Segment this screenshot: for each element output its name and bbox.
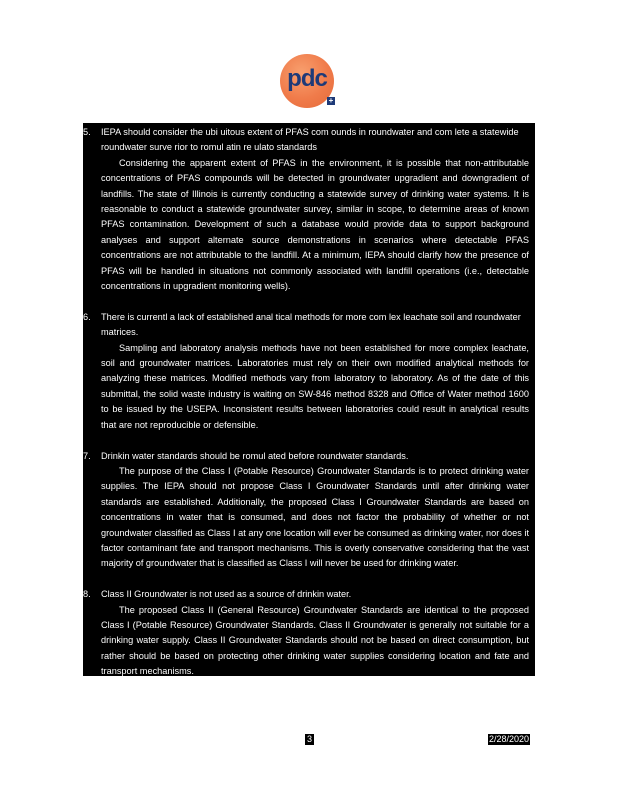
item-number: 7.	[83, 450, 91, 461]
comment-item-5	[83, 125, 535, 294]
item-heading: There is currentl a lack of established anal tical methods for more com lex leachate soil and roundwater matrices.	[101, 311, 521, 338]
item-heading: Class II Groundwater is not used as a source of drinkin water.	[101, 589, 352, 600]
comment-item-6	[83, 310, 535, 433]
item-body: The purpose of the Class I (Potable Resource) Groundwater Standards is to protect drinking water supplies. The IEPA should not propose Class I Groundwater Standards until after drinking water standards are established. Additionally, the proposed Class I Groundwater Standards are based on concentrations in water that is consumed, and does not factor the probability of whether or not groundwater classified as Class I at any one location will ever be consumed as drinking water, nor does it factor contaminant fate and transport mechanisms. This is overly conservative considering that the vast majority of groundwater that is classified as Class I will never be used for drinking water.	[101, 465, 529, 569]
item-number: 5.	[83, 127, 91, 137]
comment-item-8	[83, 587, 535, 679]
logo-plus-mark: +	[328, 96, 334, 105]
footer-date: 2/28/2020	[489, 734, 530, 744]
redacted-content-block	[83, 123, 535, 676]
logo-text: pdc	[287, 65, 327, 92]
item-body: Considering the apparent extent of PFAS in the environment, it is possible that non-attributable concentrations of PFAS compounds will be detected in groundwater upgradient and downgradient of landfills. The state of Illinois is currently conducting a statewide survey of drinking water systems. It is reasonable to conduct a statewide groundwater survey, similar in scope, to determine areas of known PFAS contamination. Development of such a database would provide data to support background analyses and support alternate source demonstrations in scenarios where detectable PFAS concentrations are not attributable to the landfill. At a minimum, IEPA should clarify how the presence of PFAS will be handled in situations not commonly associated with landfill operations (i.e., detectable concentrations in upgradient monitoring wells).	[101, 157, 529, 292]
page-number: 3	[306, 734, 312, 744]
item-number: 6.	[83, 311, 91, 322]
company-logo	[280, 54, 338, 108]
item-heading: Drinkin water standards should be romul ated before roundwater standards.	[101, 450, 409, 461]
comment-item-7	[83, 449, 535, 572]
item-body: The proposed Class II (General Resource) Groundwater Standards are identical to the proposed Class I (Potable Resource) Groundwater Standards. Class II Groundwater is generally not suitable for a drinking water supply. Class II Groundwater Standards should not be based on direct consumption, but rather should be based on protecting other drinking water supplies considering location and fate and transport mechanisms.	[101, 604, 529, 677]
item-number: 8.	[83, 589, 91, 600]
item-body: Sampling and laboratory analysis methods have not been established for more complex leachate, soil and groundwater matrices. Laboratories must rely on their own modified analytical methods for analyzing these matrices. Modified methods vary from laboratory to laboratory. As of the date of this submittal, the solid waste industry is waiting on SW-846 method 8328 and Office of Water method 1600 to be issued by the USEPA. Inconsistent results between laboratories could result in analytical results that are not reproducible or defensible.	[101, 342, 529, 430]
item-heading: IEPA should consider the ubi uitous extent of PFAS com ounds in roundwater and com lete a statewide roundwater surve rior to romul atin re ulato standards	[101, 127, 519, 153]
